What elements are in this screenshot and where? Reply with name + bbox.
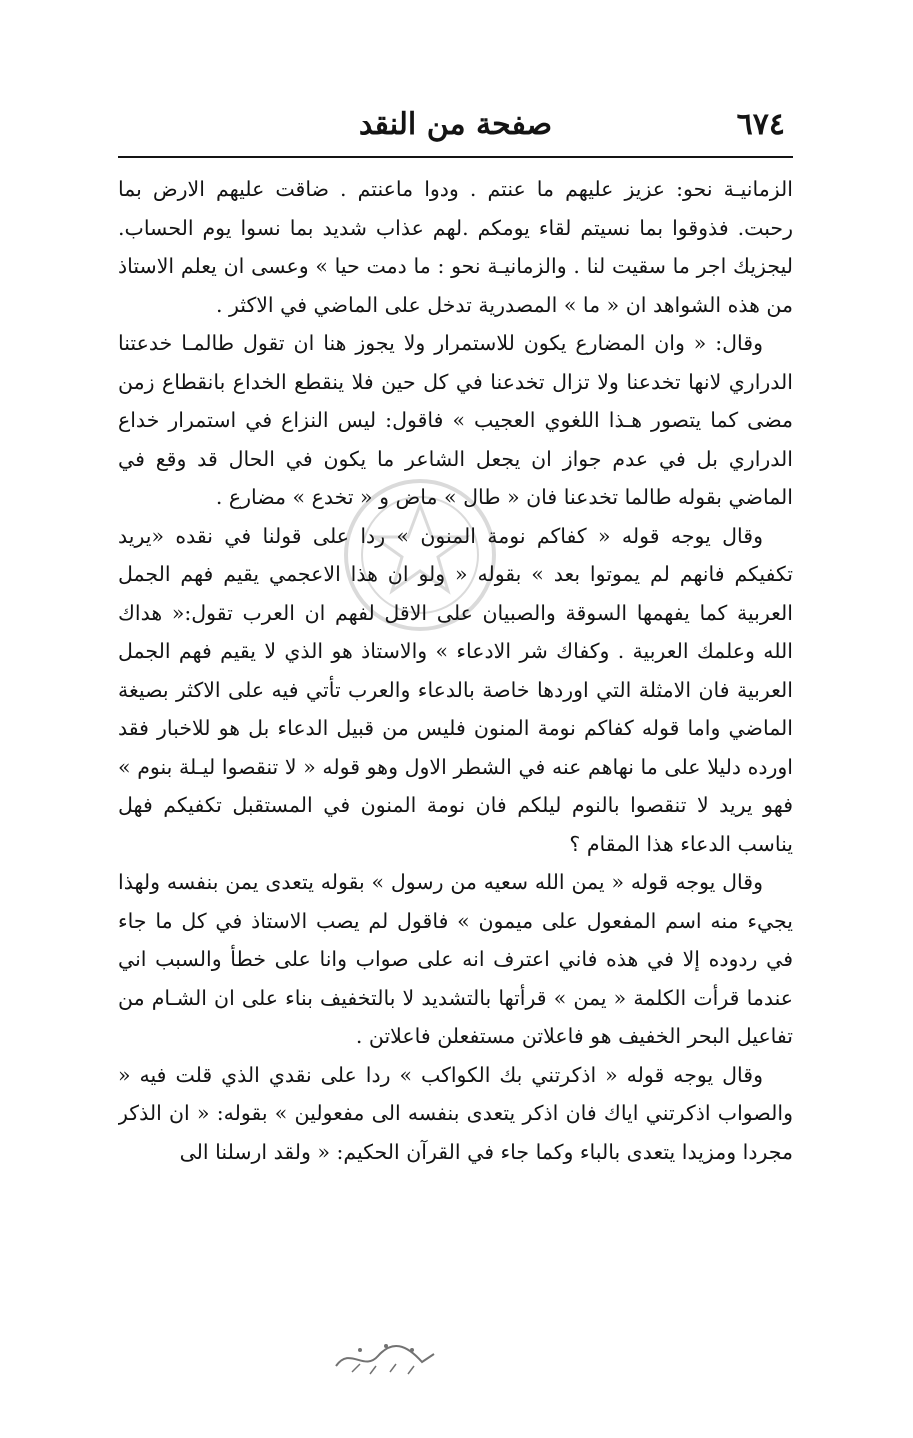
paragraph-5: وقال يوجه قوله « اذكرتني بك الكواكب » ردا على نقدي الذي قلت فيه « والصواب اذكرتني اياك فان اذكر يتعدى بنفسه الى مفعولين » بقوله: « ان الذكر مجردا ومزيدا يتعدى بالباء وكما جاء في القرآن الحكيم: « ولقد ارسلنا الى bbox=[118, 1062, 793, 1164]
paragraph-3: وقال يوجه قوله « كفاكم نومة المنون » ردا على قولنا في نقده «يريد تكفيكم فانهم لم يموتوا بعد » بقوله « ولو ان هذا الاعجمي يقيم فهم الجمل العربية كما يفهمها السوقة والصبيان على الاقل لفهم ان العرب تقول:« هداك الله وعلمك العربية . وكفاك شر الادعاء » والاستاذ هو الذي لا يقيم فهم الجمل العربية فان الامثلة التي اوردها خاصة بالدعاء والعرب تأتي فيه على الاكثر بصيغة الماضي واما قوله كفاكم نومة المنون فليس من قبيل الدعاء بل هو للاخبار فقد اورده دليلا على ما نهاهم عنه في الشطر الاول وهو قوله « لا تنقصوا ليـلة بنوم » فهو يريد لا تنقصوا بالنوم ليلكم فان نومة المنون في المستقبل تكفيكم فهل يناسب الدعاء هذا المقام ؟ bbox=[118, 523, 793, 856]
page-header bbox=[118, 102, 793, 152]
header-rule bbox=[118, 156, 793, 158]
paragraph-4: وقال يوجه قوله « يمن الله سعيه من رسول » بقوله يتعدى يمن بنفسه ولهذا يجيء منه اسم المفعول على ميمون » فاقول لم يصب الاستاذ في كل ما جاء في ردوده إلا في هذه فاني اعترف انه على صواب وانا على خطأ والسبب اني عندما قرأت الكلمة « يمن » قرأتها بالتشديد لا بالتخفيف بناء على ان الشـام من تفاعيل البحر الخفيف هو فاعلاتن مستفعلن فاعلاتن . bbox=[118, 870, 793, 1048]
footer-ornament bbox=[330, 1336, 440, 1380]
paragraph-1: الزمانيـة نحو: عزيز عليهم ما عنتم . ودوا ماعنتم . ضاقت عليهم الارض بما رحبت. فذوقوا بما نسيتم لقاء يومكم .لهم عذاب شديد بما نسوا يوم الحساب. ليجزيك اجر ما سقيت لنا . والزمانيـة نحو : ما دمت حيا » وعسى ان يعلم الاستاذ من هذه الشواهد ان « ما » المصدرية تدخل على الماضي في الاكثر . bbox=[118, 177, 793, 317]
page-number: ٦٧٤ bbox=[736, 107, 785, 142]
page-body bbox=[118, 170, 793, 1330]
paragraph-2: وقال: « وان المضارع يكون للاستمرار ولا يجوز هنا ان تقول طالمـا خدعتنا الدراري لانها تخدعنا ولا تزال تخدعنا في كل حين فلا ينقطع الخداع بانقطاع زمن مضى كما يتصور هـذا اللغوي العجيب » فاقول: ليس النزاع في استمرار خداع الدراري بل في عدم جواز ان يجعل الشاعر ما يكون في الحال قد وقع في الماضي بقوله طالما تخدعنا فان « طال » ماض و « تخدع » مضارع . bbox=[118, 331, 793, 509]
running-title: صفحة من النقد bbox=[358, 107, 553, 142]
